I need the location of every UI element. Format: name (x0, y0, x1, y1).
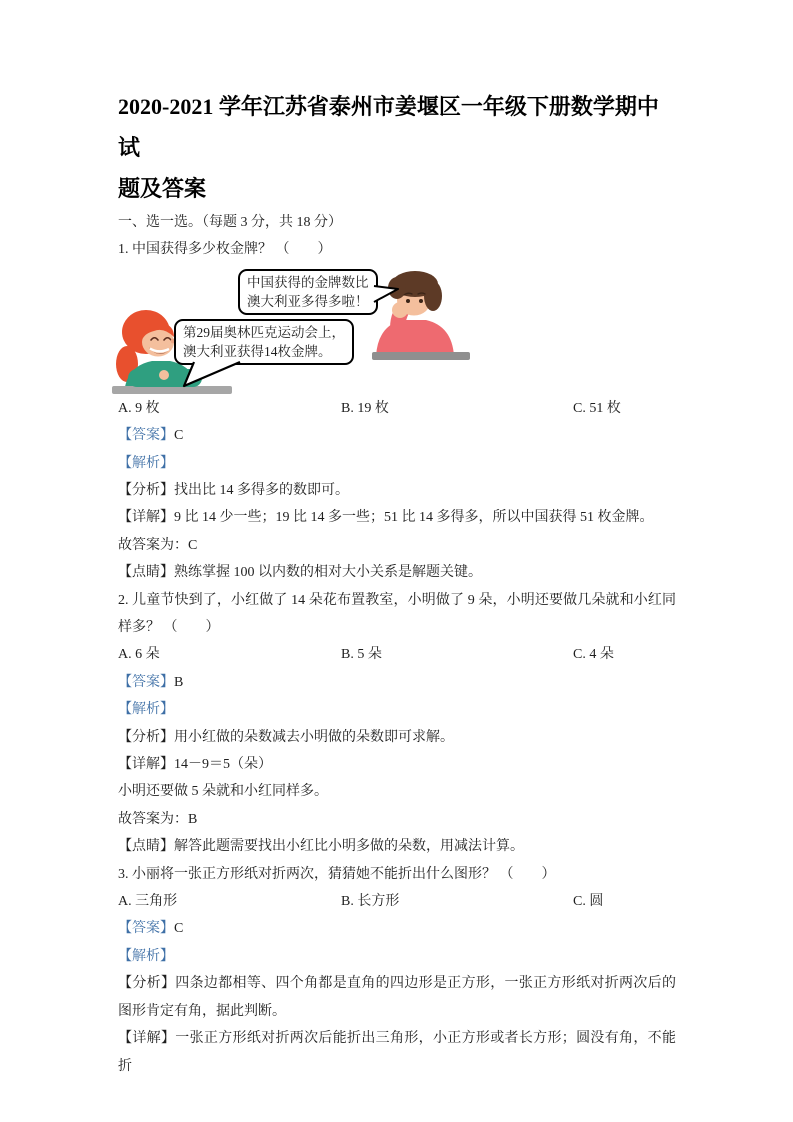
analysis-label: 【分析】 (118, 976, 176, 992)
q1-tip-line (118, 559, 676, 586)
q3-option-a: A. 三角形 (118, 894, 178, 910)
section-header: 一、选一选。（每题 3 分，共 18 分） (118, 215, 342, 230)
q2-answer-value: B (174, 674, 184, 690)
q1-option-b: B. 19 枚 (341, 400, 389, 416)
page-title (118, 86, 676, 209)
page-title-line1: 2020-2021 学年江苏省泰州市姜堰区一年级下册数学期中试 (118, 94, 659, 160)
q1-stem: 1. 中国获得多少枚金牌？ （ ） (118, 242, 332, 258)
q1-option-a: A. 9 枚 (118, 400, 160, 416)
q2-analysis-text: 用小红做的朵数减去小明做的朵数即可求解。 (174, 729, 454, 745)
explain-label: 【解析】 (118, 455, 174, 471)
q2-tip-text: 解答此题需要找出小红比小明多做的朵数，用减法计算。 (174, 839, 524, 855)
q1-analysis-line (118, 477, 676, 504)
page-title-line2: 题及答案 (118, 176, 207, 201)
speech-bubble-boy-line1: 中国获得的金牌数比 (247, 274, 369, 290)
q3-detail-text: 一张正方形纸对折两次后能折出三角形，小正方形或者长方形；圆没有角，不能折 (118, 1031, 677, 1074)
q2-analysis-line (118, 724, 676, 751)
speech-bubble-girl (174, 319, 354, 365)
q2-tip-line (118, 833, 676, 860)
analysis-label: 【分析】 (118, 483, 174, 499)
explain-label: 【解析】 (118, 948, 174, 964)
q1-analysis-text: 找出比 14 多得多的数即可。 (174, 483, 349, 499)
q3-answer-value: C (174, 921, 184, 937)
q1-tip-text: 熟练掌握 100 以内数的相对大小关系是解题关键。 (174, 565, 482, 581)
speech-bubble-boy-tail (374, 285, 400, 305)
q3-explain-line (118, 943, 676, 970)
q3-option-b: B. 长方形 (341, 894, 400, 910)
q1-options-row (118, 395, 676, 422)
q1-illustration (118, 264, 676, 395)
q2-conclusion-line: 故答案为：B (118, 811, 198, 827)
speech-bubble-boy (238, 269, 378, 315)
q2-explain-line (118, 696, 676, 723)
q3-analysis-line (118, 970, 676, 1025)
detail-label: 【详解】 (118, 757, 174, 773)
answer-label: 【答案】 (118, 921, 174, 937)
q1-conclusion-line: 故答案为：C (118, 537, 198, 553)
q3-stem: 3. 小丽将一张正方形纸对折两次，猜猜她不能折出什么图形？ （ ） (118, 866, 556, 882)
q2-option-a: A. 6 朵 (118, 647, 160, 663)
q2-detail-text: 14－9＝5（朵） (174, 757, 272, 773)
speech-bubble-girl-line1: 第29届奥林匹克运动会上， (183, 324, 345, 340)
tip-label: 【点睛】 (118, 839, 174, 855)
q2-detail-line (118, 751, 676, 778)
q1-answer-line (118, 422, 676, 449)
q2-option-b: B. 5 朵 (341, 647, 382, 663)
q1-option-c: C. 51 枚 (573, 400, 621, 416)
q3-answer-line (118, 915, 676, 942)
q1-answer-value: C (174, 428, 184, 444)
q2-option-c: C. 4 朵 (573, 647, 614, 663)
q2-answer-line (118, 669, 676, 696)
detail-label: 【详解】 (118, 510, 174, 526)
q3-analysis-text: 四条边都相等、四个角都是直角的四边形是正方形，一张正方形纸对折两次后的图形肯定有角，据此判断。 (118, 976, 677, 1019)
answer-label: 【答案】 (118, 428, 174, 444)
answer-label: 【答案】 (118, 674, 174, 690)
q1-detail-line (118, 504, 676, 531)
q1-explain-line (118, 450, 676, 477)
q2-detail2-line: 小明还要做 5 朵就和小红同样多。 (118, 784, 328, 800)
speech-bubble-girl-line2: 澳大利亚获得14枚金牌。 (183, 343, 332, 359)
q1-detail-text: 9 比 14 少一些；19 比 14 多一些；51 比 14 多得多，所以中国获得 51 枚金牌。 (174, 510, 654, 526)
explain-label: 【解析】 (118, 702, 174, 718)
tip-label: 【点睛】 (118, 565, 174, 581)
q3-options-row (118, 888, 676, 915)
analysis-label: 【分析】 (118, 729, 174, 745)
detail-label: 【详解】 (118, 1031, 176, 1047)
q3-detail-line (118, 1025, 676, 1080)
q2-options-row (118, 641, 676, 668)
speech-bubble-boy-line2: 澳大利亚多得多啦！ (247, 293, 369, 309)
q2-stem: 2. 儿童节快到了，小红做了 14 朵花布置教室，小明做了 9 朵，小明还要做几朵就和小红同样多？ （ ） (118, 592, 676, 636)
q3-option-c: C. 圆 (573, 894, 604, 910)
speech-bubble-girl-tail (182, 361, 248, 389)
